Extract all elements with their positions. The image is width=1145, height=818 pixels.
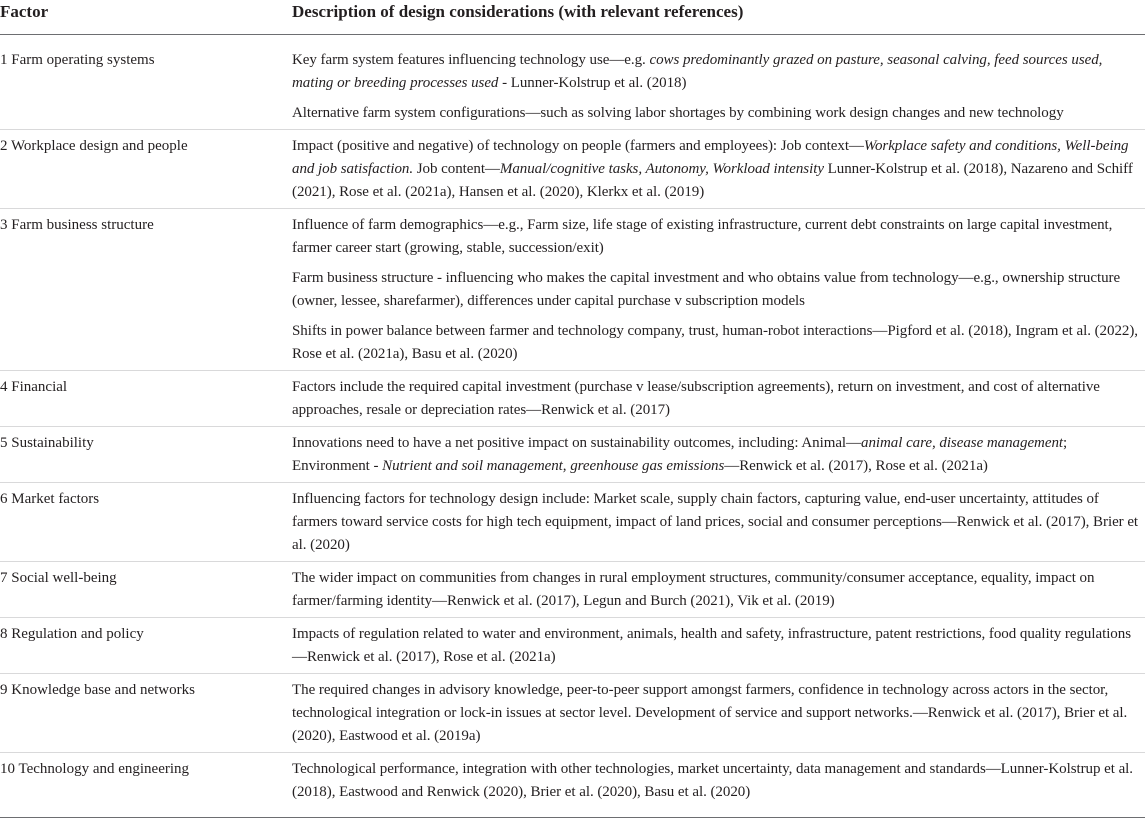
description-cell	[292, 483, 1145, 562]
table-row	[0, 316, 1145, 371]
table-header	[0, 0, 1145, 35]
description-cell	[292, 35, 1145, 99]
factor-cell: 10 Technology and engineering	[0, 753, 292, 818]
text-segment: Job content—	[413, 161, 500, 177]
description-cell	[292, 753, 1145, 818]
table-row	[0, 263, 1145, 316]
factor-cell: 7 Social well-being	[0, 562, 292, 618]
description-cell	[292, 98, 1145, 130]
description-cell	[292, 618, 1145, 674]
text-segment: Influencing factors for technology design include: Market scale, supply chain factors, capturing value, end-user uncertainty, attitudes of farmers toward service costs for high tech equipment, impact of land prices, social and consumer perceptions—Renwick et al. (2017), Brier et al. (2020)	[292, 491, 1139, 553]
table-row	[0, 427, 1145, 483]
table-row	[0, 562, 1145, 618]
description-cell	[292, 130, 1145, 209]
text-segment: Impacts of regulation related to water and environment, animals, health and safety, infrastructure, patent restrictions, food quality regulations—Renwick et al. (2017), Rose et al. (2021a)	[292, 626, 1131, 665]
italic-text-segment: Workplace safety and conditions, Well-being and job satisfaction.	[292, 138, 1129, 177]
text-segment: Technological performance, integration with other technologies, market uncertainty, data management and standards—Lunner-Kolstrup et al. (2018), Eastwood and Renwick (2020), Brier et al. (2020), Basu et al. (2020)	[292, 761, 1133, 800]
table-row	[0, 209, 1145, 264]
factor-cell	[0, 316, 292, 371]
italic-text-segment: cows predominantly grazed on pasture, seasonal calving, feed sources used, mating or breeding processes used	[292, 52, 1103, 91]
text-segment: The wider impact on communities from changes in rural employment structures, community/consumer acceptance, equality, impact on farmer/farming identity—Renwick et al. (2017), Legun and Burch (2021), Vik et al. (2019)	[292, 570, 1095, 609]
table-row	[0, 674, 1145, 753]
table-row	[0, 618, 1145, 674]
text-segment: Shifts in power balance between farmer and technology company, trust, human-robot interactions—Pigford et al. (2018), Ingram et al. (2022), Rose et al. (2021a), Basu et al. (2020)	[292, 323, 1138, 362]
table-row	[0, 130, 1145, 209]
text-segment: Impact (positive and negative) of technology on people (farmers and employees): Job context—	[292, 138, 864, 154]
italic-text-segment: Nutrient and soil management, greenhouse gas emissions	[382, 458, 725, 474]
factor-cell: 8 Regulation and policy	[0, 618, 292, 674]
header-row	[0, 0, 1145, 35]
description-cell	[292, 674, 1145, 753]
factor-cell: 4 Financial	[0, 371, 292, 427]
description-column-header: Description of design considerations (with relevant references)	[292, 0, 1145, 35]
text-segment: —Renwick et al. (2017), Rose et al. (2021a)	[724, 458, 988, 474]
italic-text-segment: animal care, disease management	[861, 435, 1064, 451]
factor-cell	[0, 263, 292, 316]
table-row	[0, 483, 1145, 562]
text-segment: Factors include the required capital investment (purchase v lease/subscription agreements), return on investment, and cost of alternative approaches, resale or depreciation rates—Renwick et al. (2017)	[292, 379, 1100, 418]
text-segment: Lunner-Kolstrup et al. (2018), Nazareno and Schiff (2021), Rose et al. (2021a), Hansen et al. (2020), Klerkx et al. (2019)	[292, 161, 1133, 200]
description-cell	[292, 427, 1145, 483]
table-row	[0, 35, 1145, 99]
description-cell	[292, 562, 1145, 618]
text-segment: - Lunner-Kolstrup et al. (2018)	[498, 75, 687, 91]
text-segment: ; Environment -	[292, 435, 1068, 474]
text-segment: Alternative farm system configurations—such as solving labor shortages by combining work design changes and new technology	[292, 105, 1064, 121]
text-segment: Key farm system features influencing technology use—e.g.	[292, 52, 650, 68]
text-segment: Influence of farm demographics—e.g., Farm size, life stage of existing infrastructure, current debt constraints on large capital investment, farmer career start (growing, stable, succession/exit)	[292, 217, 1113, 256]
table-row	[0, 753, 1145, 818]
table-body	[0, 35, 1145, 818]
description-cell	[292, 209, 1145, 264]
factor-cell: 5 Sustainability	[0, 427, 292, 483]
factor-cell: 3 Farm business structure	[0, 209, 292, 264]
factor-column-header: Factor	[0, 0, 292, 35]
factor-cell	[0, 98, 292, 130]
factor-cell: 9 Knowledge base and networks	[0, 674, 292, 753]
text-segment: Innovations need to have a net positive impact on sustainability outcomes, including: Animal—	[292, 435, 861, 451]
factor-cell: 1 Farm operating systems	[0, 52, 155, 68]
description-cell	[292, 263, 1145, 316]
description-cell	[292, 316, 1145, 371]
text-segment: Farm business structure - influencing who makes the capital investment and who obtains value from technology—e.g., ownership structure (owner, lessee, sharefarmer), differences under capital purchase v subscription models	[292, 270, 1121, 309]
table-row	[0, 371, 1145, 427]
factor-cell: 6 Market factors	[0, 483, 292, 562]
table-row	[0, 98, 1145, 130]
italic-text-segment: Manual/cognitive tasks, Autonomy, Workload intensity	[499, 161, 824, 177]
factor-cell: 2 Workplace design and people	[0, 130, 292, 209]
description-cell	[292, 371, 1145, 427]
text-segment: The required changes in advisory knowledge, peer-to-peer support amongst farmers, confidence in technology across actors in the sector, technological integration or lock-in issues at sector level. Development of service and support networks.—Renwick et al. (2017), Brier et al. (2020), Eastwood et al. (2019a)	[292, 682, 1128, 744]
